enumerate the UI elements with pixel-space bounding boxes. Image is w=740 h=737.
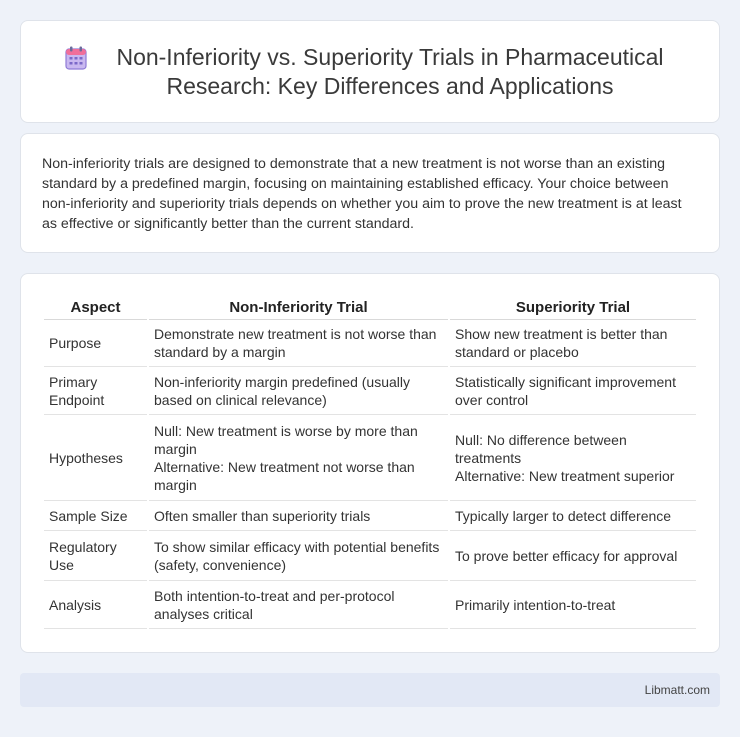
- non-inferiority-cell: Demonstrate new treatment is not worse than standard by a margin: [149, 320, 448, 367]
- table-row: [44, 320, 696, 367]
- comparison-card: [20, 273, 720, 653]
- aspect-cell: Hypotheses: [44, 415, 147, 501]
- superiority-cell: Typically larger to detect difference: [450, 501, 696, 531]
- aspect-cell: Sample Size: [44, 501, 147, 531]
- non-inferiority-cell: To show similar efficacy with potential benefits (safety, convenience): [149, 531, 448, 581]
- table-row: [44, 501, 696, 531]
- footer-site-link[interactable]: Libmatt.com: [644, 683, 710, 697]
- superiority-cell: [450, 415, 696, 501]
- comparison-table: [42, 294, 698, 629]
- non-inferiority-cell: [149, 415, 448, 501]
- intro-paragraph: Non-inferiority trials are designed to demonstrate that a new treatment is not worse than an existing standard by a predefined margin, focusing on maintaining established efficacy. Your choice between non-inferiority and superiority trials depends on whether you aim to prove the new treatment is at least as effective or significantly better than the current standard.: [42, 156, 682, 232]
- superiority-cell: Primarily intention-to-treat: [450, 581, 696, 629]
- aspect-cell: Analysis: [44, 581, 147, 629]
- footer-bar: [20, 673, 720, 707]
- hypothesis-line: Null: No difference between treatments: [455, 431, 627, 466]
- aspect-cell: Primary Endpoint: [44, 367, 147, 415]
- column-header-non-inferiority: Non-Inferiority Trial: [149, 294, 448, 320]
- column-header-aspect: Aspect: [44, 294, 147, 320]
- title-card: [20, 20, 720, 123]
- table-row: [44, 367, 696, 415]
- table-row: [44, 581, 696, 629]
- table-row: [44, 531, 696, 581]
- non-inferiority-cell: Non-inferiority margin predefined (usually based on clinical relevance): [149, 367, 448, 415]
- hypothesis-line: Null: New treatment is worse by more than margin: [154, 422, 418, 457]
- non-inferiority-cell: Both intention-to-treat and per-protocol analyses critical: [149, 581, 448, 629]
- hypothesis-line: Alternative: New treatment superior: [455, 467, 675, 484]
- non-inferiority-cell: Often smaller than superiority trials: [149, 501, 448, 531]
- superiority-cell: Statistically significant improvement over control: [450, 367, 696, 415]
- aspect-cell: Regulatory Use: [44, 531, 147, 581]
- hypothesis-line: Alternative: New treatment not worse than margin: [154, 458, 415, 493]
- column-header-superiority: Superiority Trial: [450, 294, 696, 320]
- superiority-cell: To prove better efficacy for approval: [450, 531, 696, 581]
- superiority-cell: Show new treatment is better than standard or placebo: [450, 320, 696, 367]
- intro-card: [20, 133, 720, 253]
- aspect-cell: Purpose: [44, 320, 147, 367]
- table-row: [44, 415, 696, 501]
- table-header-row: [44, 294, 696, 320]
- page-title: Non-Inferiority vs. Superiority Trials in Pharmaceutical Research: Key Differences and Applications: [116, 44, 664, 99]
